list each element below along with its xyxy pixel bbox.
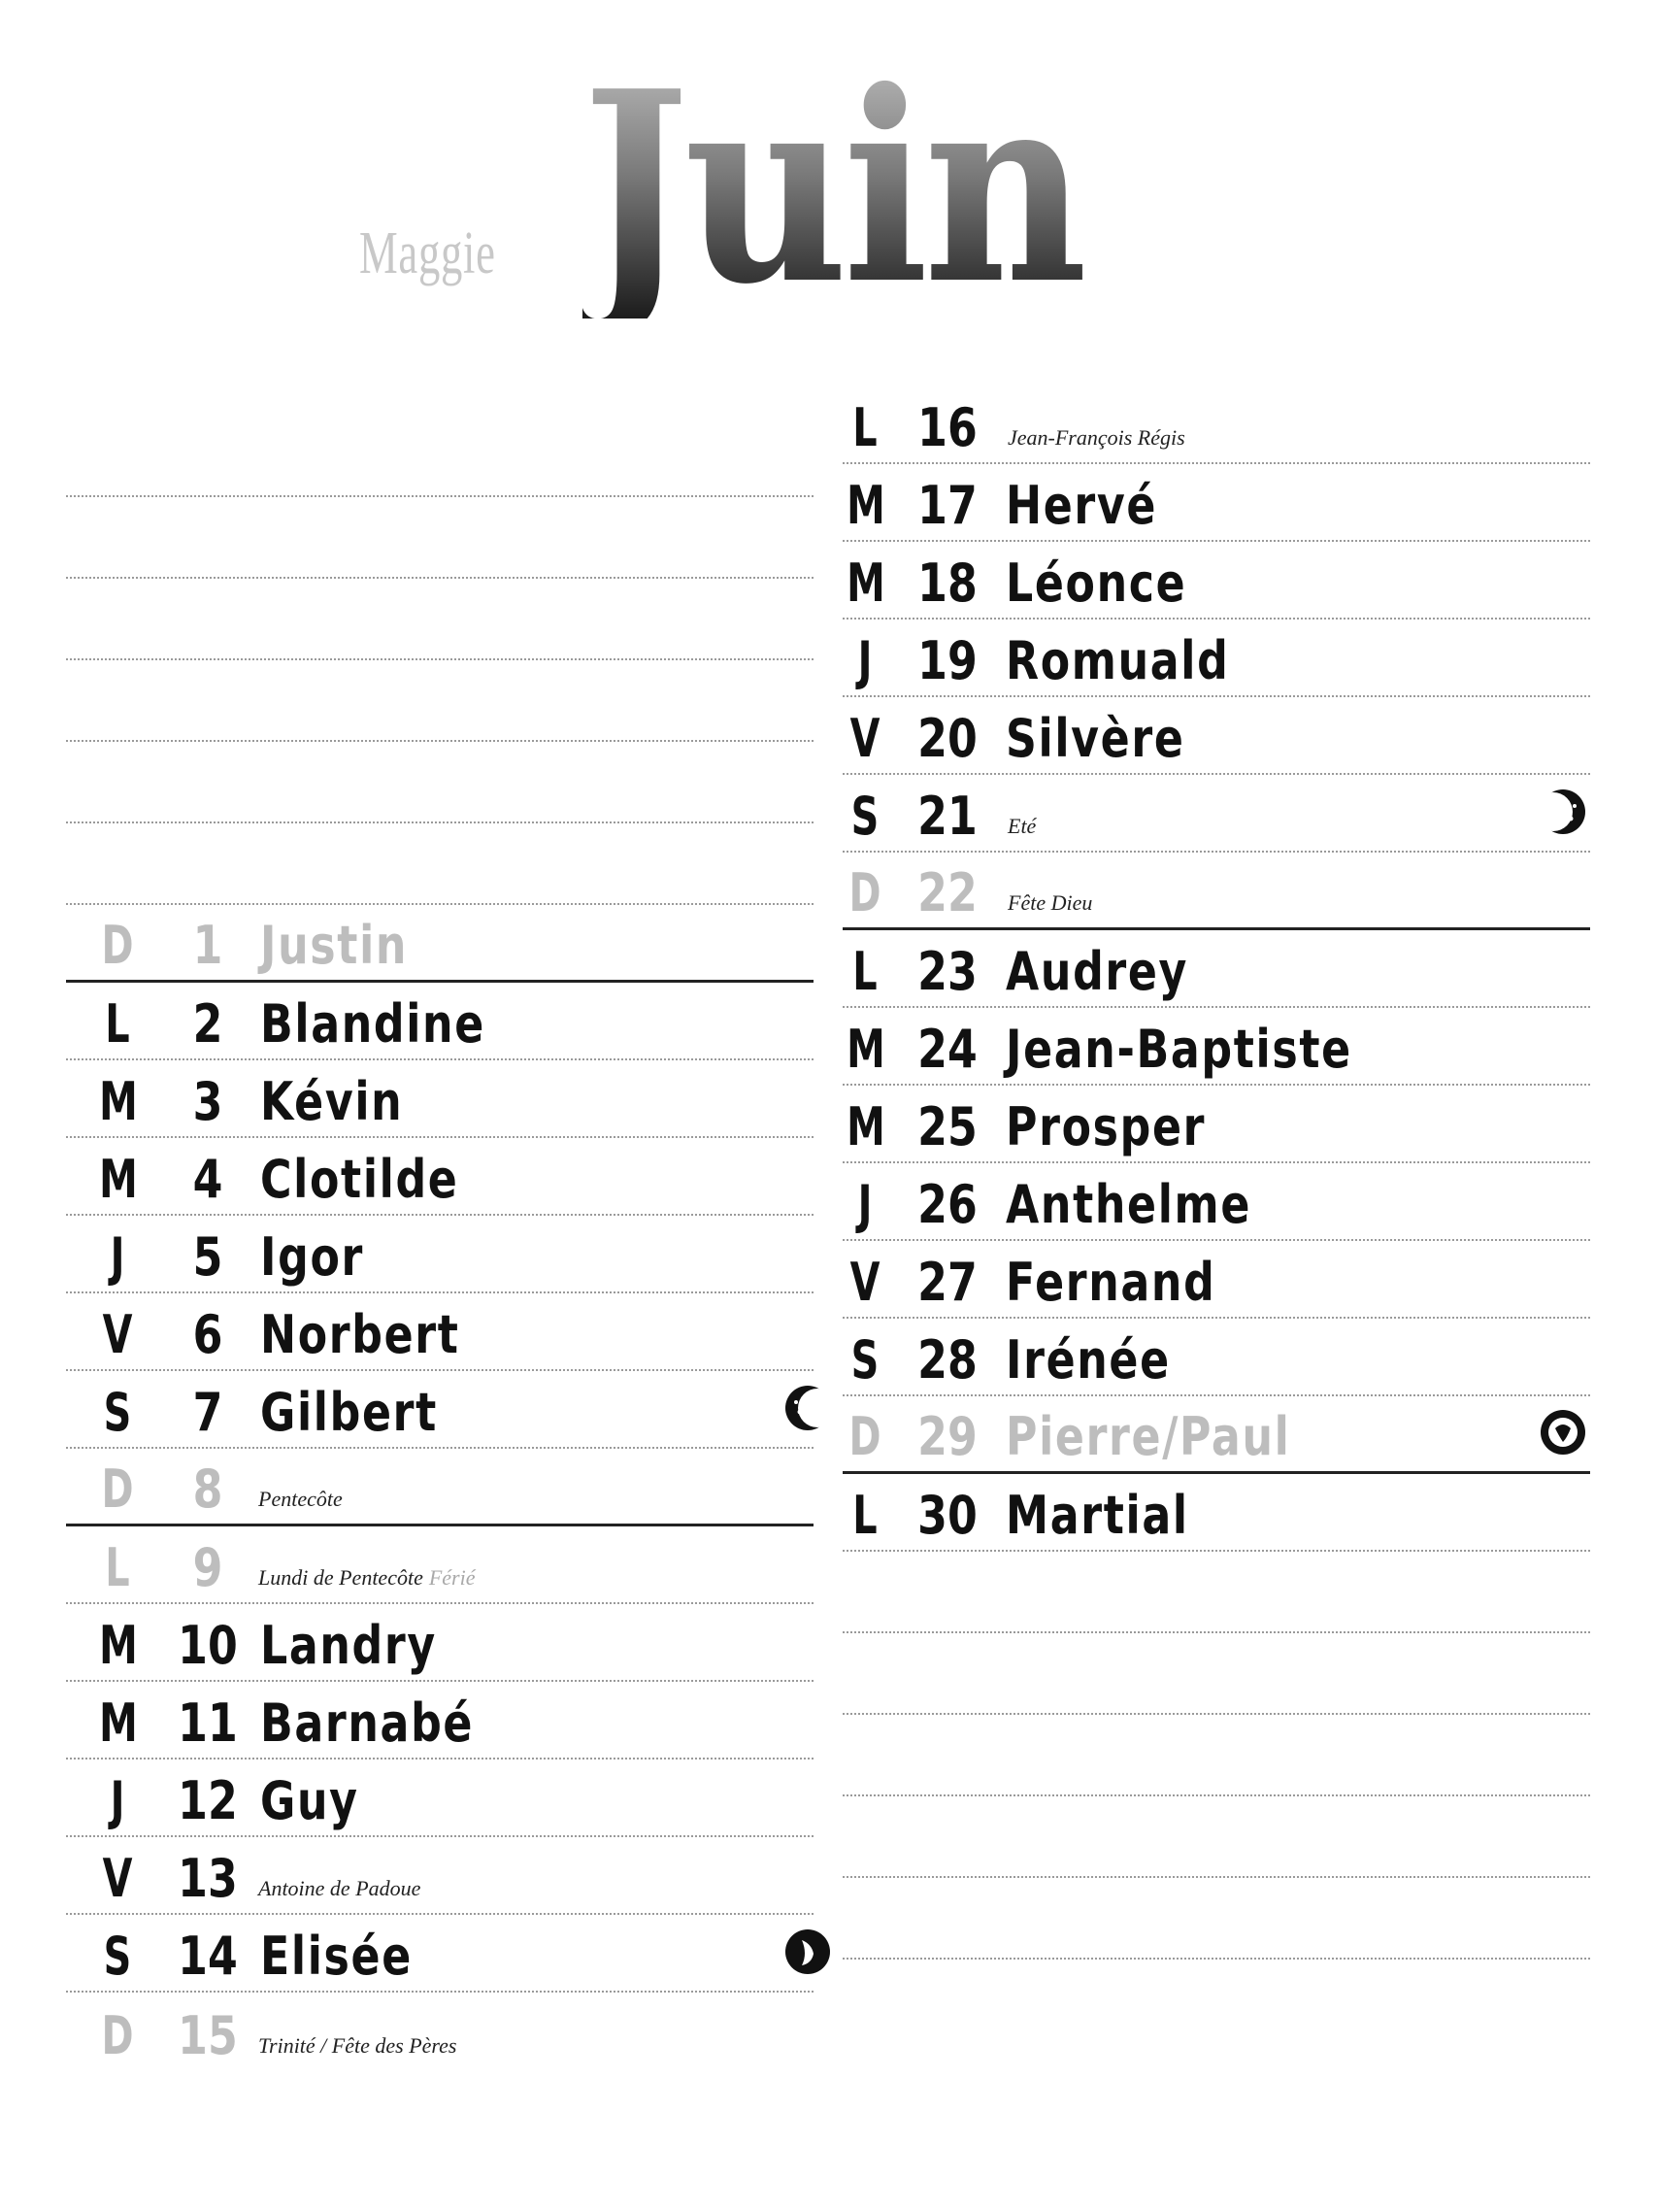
day-note <box>258 1565 476 1591</box>
day-number: 17 <box>917 475 978 536</box>
day-number: 19 <box>917 630 978 691</box>
day-note-text: Eté <box>1008 814 1037 838</box>
saint-name: Elisée <box>260 1926 413 1987</box>
day-row <box>843 697 1590 775</box>
day-number: 24 <box>917 1019 978 1080</box>
saint-name: Hervé <box>1006 475 1158 536</box>
day-number: 6 <box>192 1304 223 1365</box>
weekday-letter: M <box>847 1019 885 1080</box>
saint-name: Romuald <box>1006 630 1230 691</box>
day-number: 16 <box>917 397 978 458</box>
right-blank-row <box>843 1633 1590 1715</box>
month-title: Juin <box>582 33 1083 342</box>
saint-name: Jean-Baptiste <box>1006 1019 1352 1080</box>
weekday-letter: M <box>99 1615 138 1676</box>
saint-name: Fernand <box>1006 1252 1216 1313</box>
day-number: 29 <box>917 1406 978 1467</box>
right-blank-row <box>843 1715 1590 1796</box>
weekday-letter: J <box>110 1226 125 1288</box>
day-row <box>843 1163 1590 1241</box>
saint-name: Audrey <box>1006 941 1189 1002</box>
day-number: 23 <box>917 941 978 1002</box>
day-row <box>66 1060 814 1138</box>
day-row <box>66 1526 814 1604</box>
holiday-label: Férié <box>428 1565 476 1590</box>
weekday-letter: D <box>101 2005 134 2066</box>
day-number: 7 <box>192 1382 223 1443</box>
weekday-letter: M <box>847 553 885 614</box>
weekday-letter: V <box>102 1848 133 1909</box>
day-number: 8 <box>192 1458 223 1520</box>
weekday-letter: V <box>849 708 880 769</box>
saint-name: Barnabé <box>260 1693 475 1754</box>
day-number: 4 <box>192 1149 223 1210</box>
day-row <box>66 983 814 1060</box>
weekday-letter: S <box>103 1926 132 1987</box>
weekday-letter: J <box>110 1770 125 1831</box>
weekday-letter: L <box>852 397 878 458</box>
weekday-letter: L <box>105 993 130 1055</box>
left-blank-row <box>66 497 814 579</box>
font-name-label: Maggie <box>359 220 496 286</box>
weekday-letter: S <box>850 1329 880 1391</box>
day-number: 22 <box>917 862 978 923</box>
day-number: 30 <box>917 1485 978 1546</box>
saint-name: Landry <box>260 1615 437 1676</box>
saint-name: Irénée <box>1006 1329 1171 1391</box>
saint-name: Silvère <box>1006 708 1185 769</box>
day-row <box>843 1241 1590 1319</box>
day-row <box>66 1449 814 1526</box>
saint-name: Igor <box>260 1226 364 1288</box>
new-moon-icon <box>782 1927 833 1977</box>
saint-name: Martial <box>1006 1485 1189 1546</box>
day-number: 1 <box>192 915 223 976</box>
day-row <box>66 1682 814 1760</box>
weekday-letter: V <box>849 1252 880 1313</box>
day-number: 21 <box>917 786 978 847</box>
day-note-text: Trinité / Fête des Pères <box>258 2033 457 2058</box>
day-number: 13 <box>178 1848 238 1909</box>
day-note <box>1008 425 1185 451</box>
right-blank-row <box>843 1878 1590 1960</box>
day-row <box>66 1837 814 1915</box>
day-row <box>66 1760 814 1837</box>
left-blank-row <box>66 416 814 497</box>
weekday-letter: S <box>850 786 880 847</box>
weekday-letter: M <box>99 1071 138 1132</box>
weekday-letter: D <box>101 915 134 976</box>
day-number: 28 <box>917 1329 978 1391</box>
left-blank-row <box>66 660 814 742</box>
day-number: 2 <box>192 993 223 1055</box>
day-number: 12 <box>178 1770 238 1831</box>
day-row <box>843 1008 1590 1086</box>
day-number: 25 <box>917 1096 978 1157</box>
full-moon-icon <box>1538 1407 1588 1458</box>
weekday-letter: D <box>848 1406 881 1467</box>
left-blank-row <box>66 823 814 905</box>
right-blank-row <box>843 1552 1590 1633</box>
day-row <box>66 1915 814 1993</box>
day-note-text: Fête Dieu <box>1008 890 1093 915</box>
day-note-text: Jean-François Régis <box>1008 425 1185 450</box>
day-note <box>1008 890 1092 916</box>
day-number: 11 <box>178 1693 238 1754</box>
weekday-letter: M <box>99 1149 138 1210</box>
weekday-letter: L <box>852 941 878 1002</box>
day-row <box>66 905 814 983</box>
day-number: 18 <box>917 553 978 614</box>
day-row <box>843 542 1590 620</box>
right-column <box>843 386 1590 1960</box>
saint-name: Clotilde <box>260 1149 459 1210</box>
last-quarter-icon <box>782 1383 833 1433</box>
weekday-letter: L <box>852 1485 878 1546</box>
day-note-text: Antoine de Padoue <box>258 1876 421 1900</box>
saint-name: Kévin <box>260 1071 404 1132</box>
saint-name: Blandine <box>260 993 485 1055</box>
day-number: 10 <box>178 1615 238 1676</box>
saint-name: Prosper <box>1006 1096 1207 1157</box>
weekday-letter: L <box>105 1537 130 1598</box>
day-note-text: Lundi de Pentecôte <box>258 1565 423 1590</box>
left-column <box>66 416 814 2070</box>
day-number: 15 <box>178 2005 238 2066</box>
day-number: 5 <box>192 1226 223 1288</box>
weekday-letter: M <box>847 475 885 536</box>
weekday-letter: D <box>848 862 881 923</box>
day-row <box>843 1086 1590 1163</box>
day-note <box>258 1487 343 1512</box>
day-row <box>843 775 1590 853</box>
day-note <box>258 1876 420 1901</box>
day-row <box>843 464 1590 542</box>
saint-name: Léonce <box>1006 553 1187 614</box>
day-note <box>1008 814 1036 839</box>
weekday-letter: J <box>857 630 873 691</box>
day-row <box>66 1993 814 2070</box>
weekday-letter: S <box>103 1382 132 1443</box>
day-row <box>843 386 1590 464</box>
saint-name: Gilbert <box>260 1382 438 1443</box>
weekday-letter: M <box>99 1693 138 1754</box>
day-row <box>66 1293 814 1371</box>
day-number: 14 <box>178 1926 238 1987</box>
day-row <box>66 1604 814 1682</box>
saint-name: Guy <box>260 1770 359 1831</box>
day-row <box>66 1216 814 1293</box>
saint-name: Justin <box>260 915 409 976</box>
weekday-letter: V <box>102 1304 133 1365</box>
day-row <box>66 1371 814 1449</box>
calendar-header <box>0 0 1661 369</box>
day-row <box>843 1319 1590 1396</box>
day-row <box>843 1396 1590 1474</box>
right-blank-row <box>843 1796 1590 1878</box>
first-quarter-icon <box>1538 787 1588 837</box>
left-blank-row <box>66 742 814 823</box>
day-row <box>66 1138 814 1216</box>
weekday-letter: D <box>101 1458 134 1520</box>
day-row <box>843 853 1590 930</box>
weekday-letter: M <box>847 1096 885 1157</box>
day-note <box>258 2033 456 2059</box>
day-number: 26 <box>917 1174 978 1235</box>
weekday-letter: J <box>857 1174 873 1235</box>
saint-name: Pierre/Paul <box>1006 1406 1291 1467</box>
saint-name: Anthelme <box>1006 1174 1251 1235</box>
day-row <box>843 620 1590 697</box>
day-number: 20 <box>917 708 978 769</box>
day-row <box>843 1474 1590 1552</box>
left-blank-row <box>66 579 814 660</box>
day-number: 3 <box>192 1071 223 1132</box>
day-note-text: Pentecôte <box>258 1487 343 1511</box>
day-row <box>843 930 1590 1008</box>
day-number: 27 <box>917 1252 978 1313</box>
saint-name: Norbert <box>260 1304 460 1365</box>
day-number: 9 <box>192 1537 223 1598</box>
